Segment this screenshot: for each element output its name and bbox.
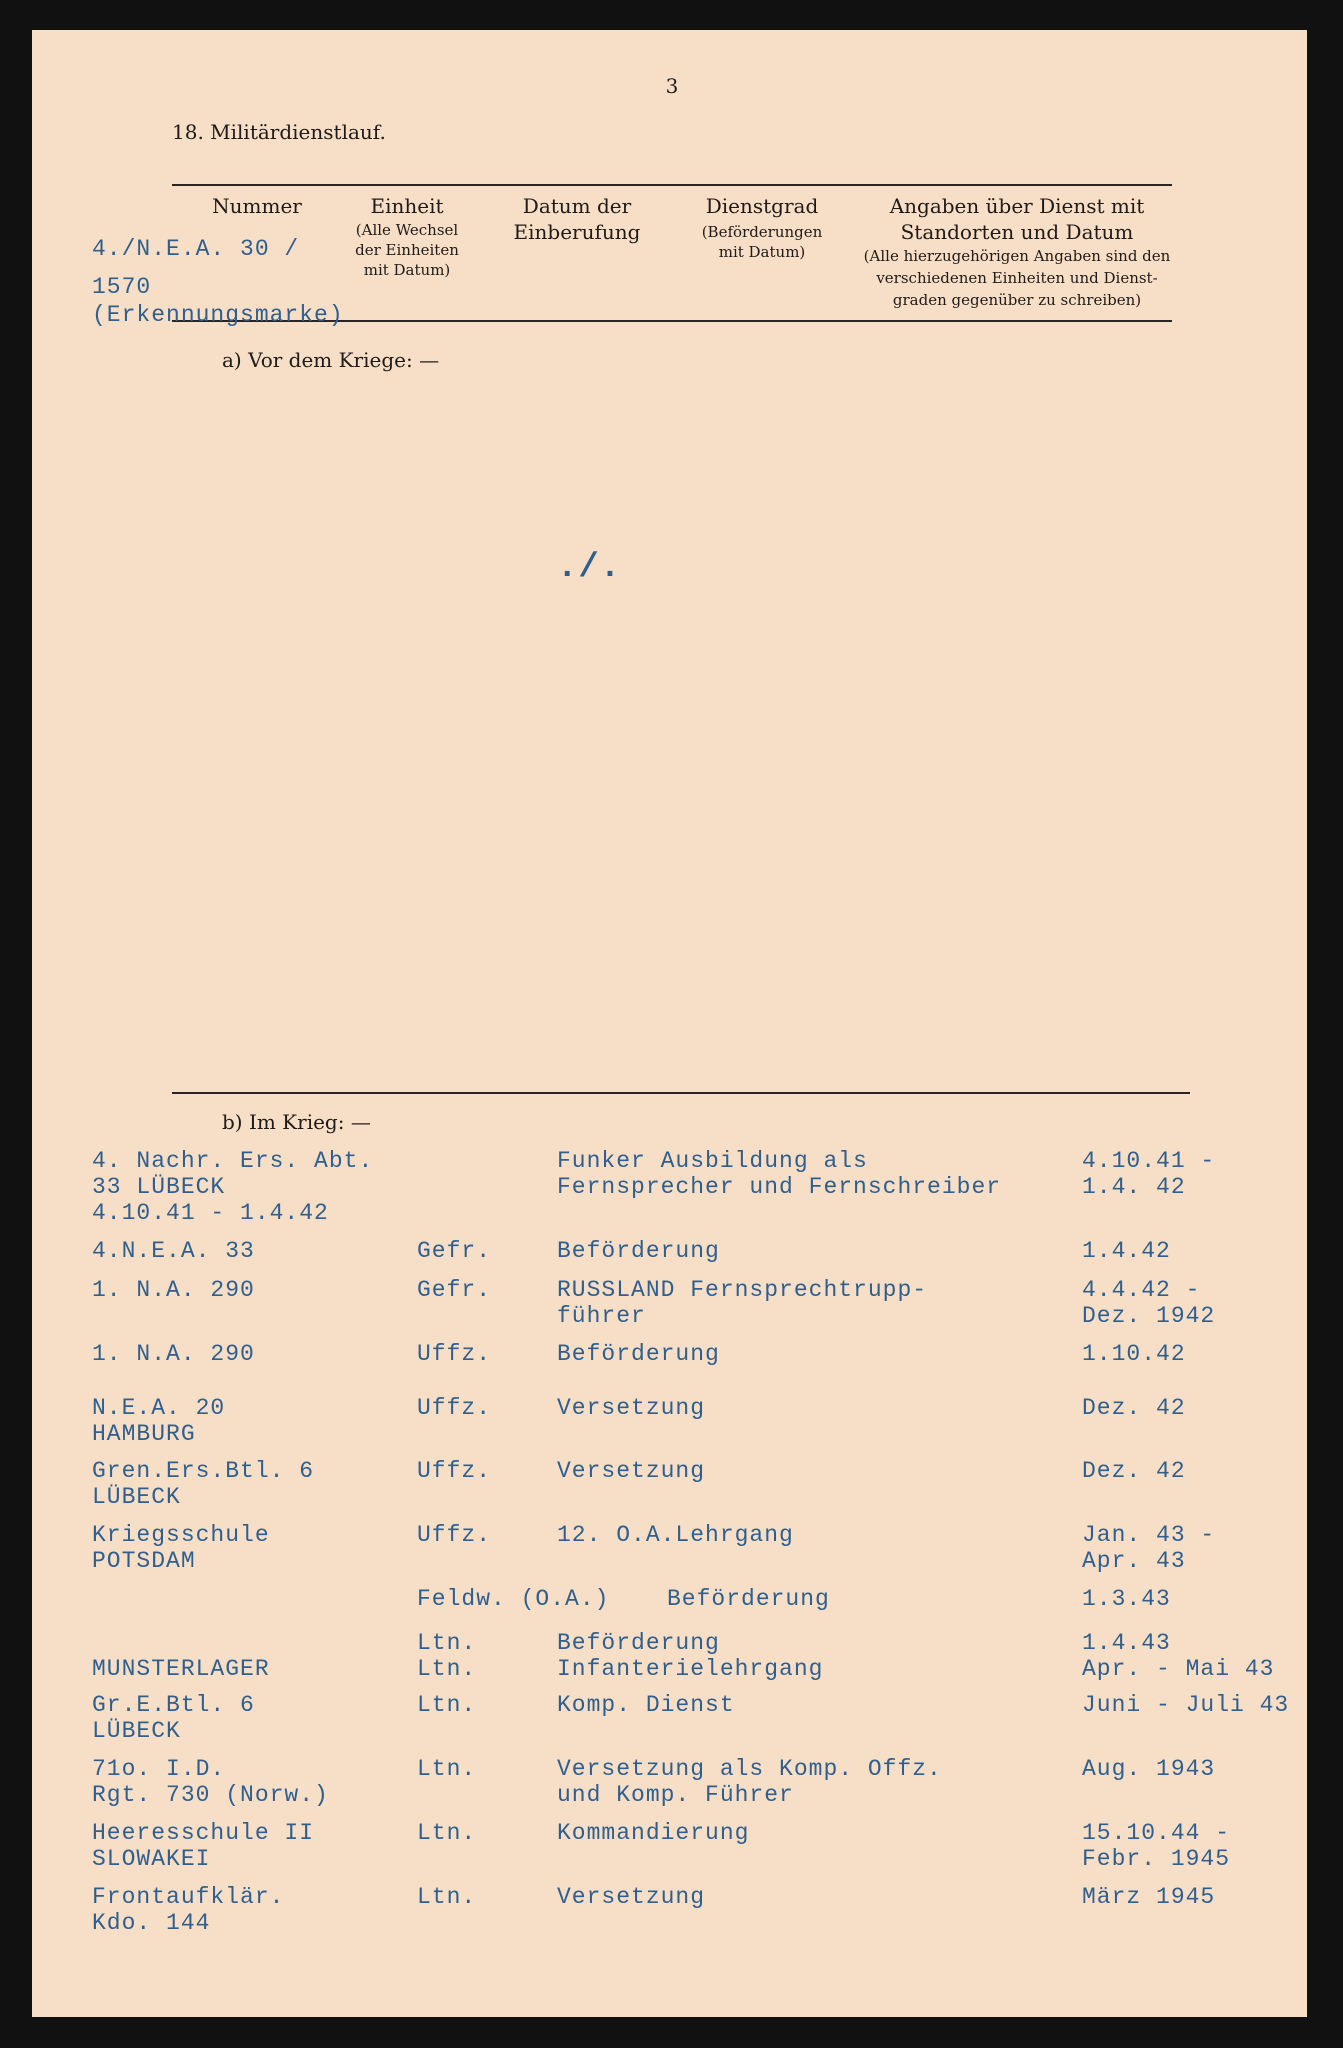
entry-rank: Ltn. Ltn. — [417, 1630, 477, 1682]
entry-date: Dez. 42 — [1082, 1395, 1186, 1421]
entry-rank: Gefr. — [417, 1277, 492, 1303]
entry-rank: Uffz. — [417, 1395, 492, 1421]
entry-date: Aug. 1943 — [1082, 1756, 1216, 1782]
entry-duty: Fernsprecher und Fernschreiber — [557, 1174, 1002, 1200]
entry-unit: LÜBECK — [92, 1484, 181, 1510]
entry-unit: Gren.Ers.Btl. 6 — [92, 1458, 315, 1484]
entry-date: Febr. 1945 — [1082, 1846, 1231, 1872]
page-number: 3 — [665, 74, 679, 98]
column-header-angaben-note-1: (Alle hierzugehörigen Angaben sind den — [863, 247, 1171, 265]
entry-unit: LÜBECK — [92, 1718, 181, 1744]
column-header-einheit-note-1: (Alle Wechsel — [355, 221, 459, 239]
entry-date: März 1945 — [1082, 1884, 1216, 1910]
entry-rank: Uffz. — [417, 1341, 492, 1367]
entry-unit: MUNSTERLAGER — [92, 1656, 270, 1682]
entry-duty: Versetzung — [557, 1395, 706, 1421]
entry-unit: Heeresschule II — [92, 1820, 315, 1846]
entry-unit: 4. Nachr. Ers. Abt. — [92, 1148, 374, 1174]
entry-unit: Rgt. 730 (Norw.) — [92, 1782, 329, 1808]
column-header-einheit-note-3: mit Datum) — [363, 261, 451, 279]
entry-duty: Versetzung — [557, 1884, 706, 1910]
column-header-dienstgrad-note-2: mit Datum) — [718, 243, 806, 261]
entry-unit: 4.N.E.A. 33 — [92, 1238, 255, 1264]
entry-rank: Uffz. — [417, 1522, 492, 1548]
entry-duty: Kommandierung — [557, 1820, 750, 1846]
entry-unit: Kriegsschule — [92, 1522, 270, 1548]
column-header-dienstgrad: Dienstgrad — [705, 194, 819, 218]
entry-unit: 4.10.41 - 1.4.42 — [92, 1200, 329, 1226]
entry-unit: 1. N.A. 290 — [92, 1341, 255, 1367]
column-header-einheit: Einheit — [370, 194, 444, 218]
column-header-angaben-1: Angaben über Dienst mit — [889, 194, 1145, 218]
column-header-angaben-note-3: graden gegenüber zu schreiben) — [892, 291, 1142, 309]
column-header-einheit-note-2: der Einheiten — [355, 241, 459, 259]
entry-date: 1.3.43 — [1082, 1586, 1171, 1612]
entry-date: Apr. - Mai 43 — [1082, 1656, 1275, 1682]
entry-date: 1.4.42 — [1082, 1238, 1171, 1264]
entry-date: 4.4.42 - — [1082, 1277, 1201, 1303]
entry-unit: 1. N.A. 290 — [92, 1277, 255, 1303]
entry-date: Juni - Juli 43 — [1082, 1692, 1290, 1718]
entry-duty: und Komp. Führer — [557, 1782, 794, 1808]
entry-rank: Ltn. — [417, 1692, 477, 1718]
entry-date: 1.4.43 — [1082, 1630, 1171, 1656]
entry-duty: Funker Ausbildung als — [557, 1148, 868, 1174]
document-page — [32, 30, 1307, 2017]
entry-duty: RUSSLAND Fernsprechtrupp- — [557, 1277, 928, 1303]
entry-duty: führer — [557, 1303, 646, 1329]
entry-date: Jan. 43 - — [1082, 1522, 1216, 1548]
entry-date: Dez. 42 — [1082, 1458, 1186, 1484]
column-header-nummer: Nummer — [212, 194, 302, 218]
entry-rank: Feldw. (O.A.) — [417, 1586, 610, 1612]
id-number-line-3: (Erkennungsmarke) — [92, 302, 344, 328]
entry-unit: Gr.E.Btl. 6 — [92, 1692, 255, 1718]
section-a-entry: ./. — [557, 549, 622, 587]
entry-date: 1.10.42 — [1082, 1341, 1186, 1367]
column-header-angaben-2: Standorten und Datum — [900, 220, 1134, 244]
entry-duty: 12. O.A.Lehrgang — [557, 1522, 794, 1548]
entry-rank: Ltn. — [417, 1884, 477, 1910]
entry-rank: Gefr. — [417, 1238, 492, 1264]
entry-duty: Infanterielehrgang — [557, 1656, 824, 1682]
section-b-rule — [172, 1092, 1190, 1094]
entry-rank: Ltn. — [417, 1820, 477, 1846]
entry-rank: Ltn. — [417, 1756, 477, 1782]
entry-duty: Beförderung — [557, 1341, 720, 1367]
entry-unit: Kdo. 144 — [92, 1910, 211, 1936]
id-number-line-1: 4./N.E.A. 30 / — [92, 236, 300, 262]
entry-date: 4.10.41 - — [1082, 1148, 1216, 1174]
id-number-line-2: 1570 — [92, 274, 152, 300]
entry-duty: Versetzung — [557, 1458, 706, 1484]
entry-date: 1.4. 42 — [1082, 1174, 1186, 1200]
column-header-datum-1: Datum der — [522, 194, 632, 218]
entry-date: Dez. 1942 — [1082, 1303, 1216, 1329]
entry-unit: 33 LÜBECK — [92, 1174, 226, 1200]
entry-duty: Komp. Dienst — [557, 1692, 735, 1718]
column-header-datum-2: Einberufung — [513, 220, 641, 244]
entry-date: 15.10.44 - — [1082, 1820, 1231, 1846]
entry-duty: Beförderung — [557, 1630, 720, 1656]
entry-unit: N.E.A. 20 — [92, 1395, 226, 1421]
entry-date: Apr. 43 — [1082, 1548, 1186, 1574]
section-title: 18. Militärdienstlauf. — [172, 120, 386, 144]
entry-unit: Frontaufklär. — [92, 1884, 285, 1910]
entry-duty: Beförderung — [667, 1586, 830, 1612]
section-b-label: b) Im Krieg: — — [222, 1110, 371, 1134]
entry-unit: HAMBURG — [92, 1421, 196, 1447]
entry-rank: Uffz. — [417, 1458, 492, 1484]
column-header-angaben-note-2: verschiedenen Einheiten und Dienst- — [876, 269, 1158, 287]
column-header-dienstgrad-note-1: (Beförderungen — [701, 223, 823, 241]
header-top-rule — [172, 184, 1172, 186]
entry-unit: SLOWAKEI — [92, 1846, 211, 1872]
entry-duty: Versetzung als Komp. Offz. — [557, 1756, 942, 1782]
entry-duty: Beförderung — [557, 1238, 720, 1264]
entry-unit: 71o. I.D. — [92, 1756, 226, 1782]
entry-unit: POTSDAM — [92, 1548, 196, 1574]
section-a-label: a) Vor dem Kriege: — — [222, 348, 440, 372]
